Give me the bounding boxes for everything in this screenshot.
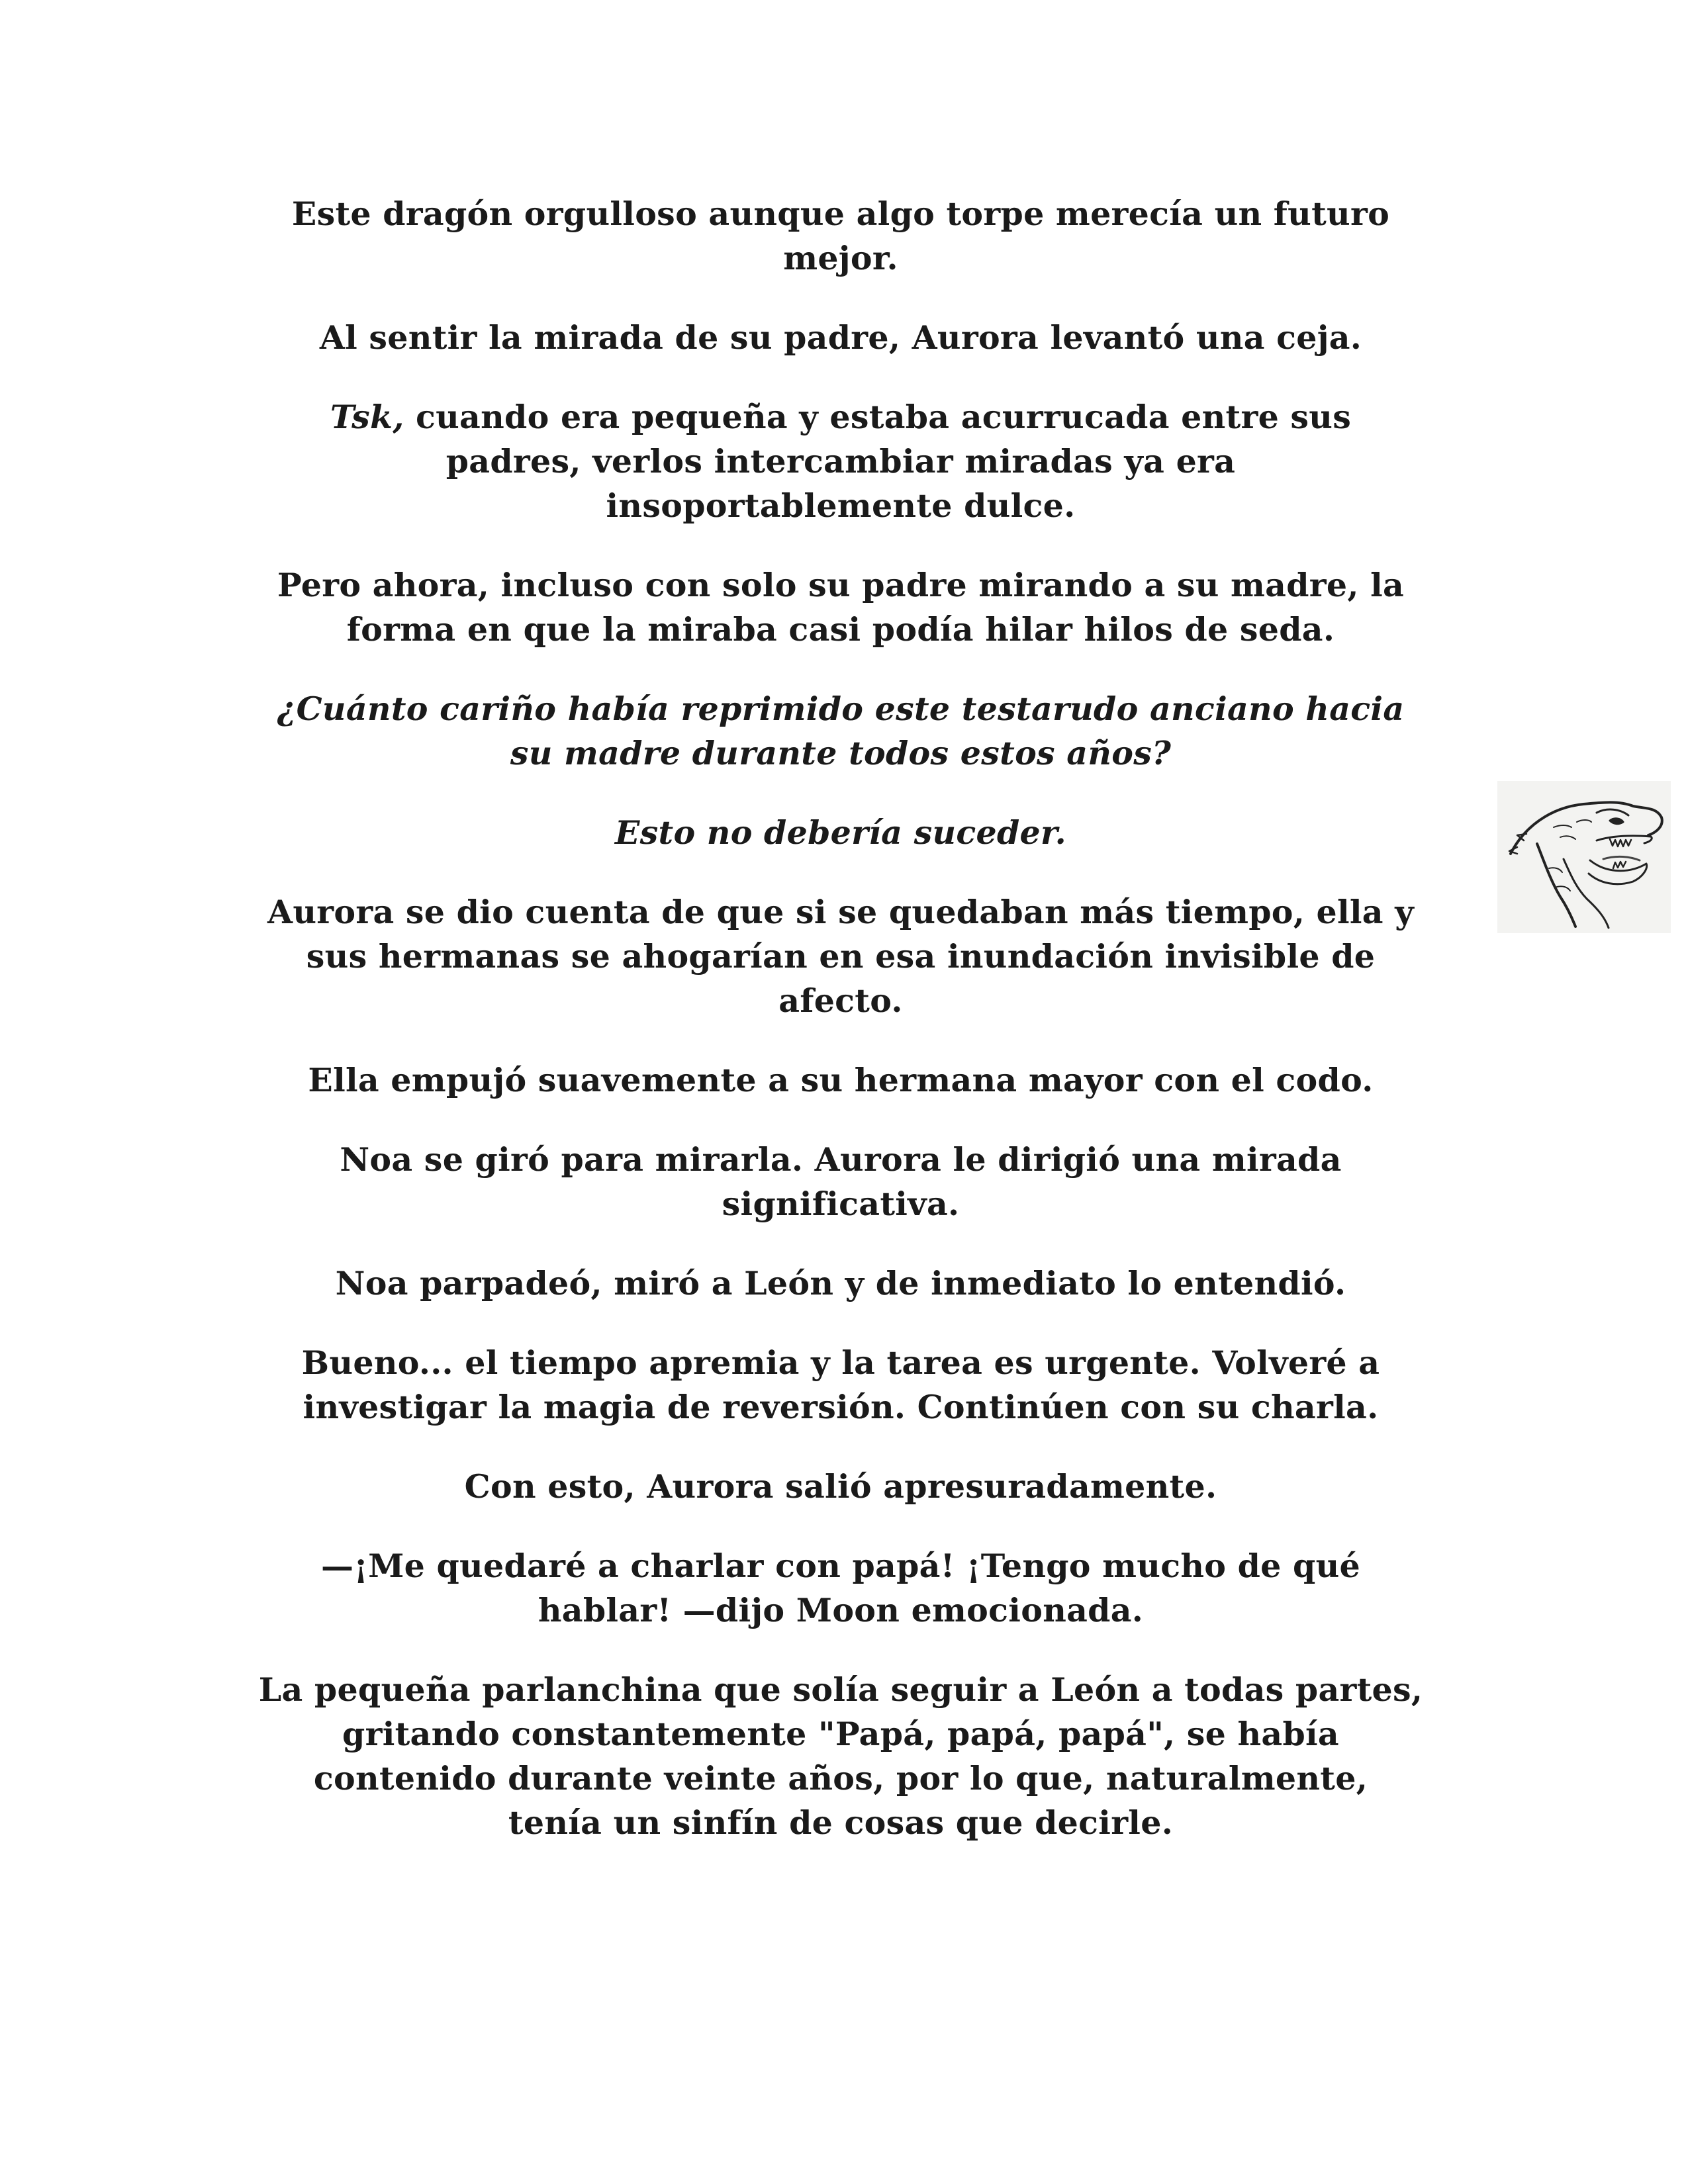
paragraph-7-line-3: afecto. xyxy=(778,981,903,1020)
paragraph-2 xyxy=(225,316,1456,360)
dinosaur-sketch-icon xyxy=(1497,781,1671,933)
paragraph-13-line-1: —¡Me quedaré a charlar con papá! ¡Tengo mucho de qué xyxy=(321,1547,1360,1585)
paragraph-11 xyxy=(225,1341,1456,1430)
paragraph-4-line-1: Pero ahora, incluso con solo su padre mirando a su madre, la xyxy=(277,566,1405,604)
paragraph-14-line-2: gritando constantemente "Papá, papá, papá", se había xyxy=(342,1715,1339,1753)
document-body xyxy=(225,192,1456,1880)
paragraph-14-line-1: La pequeña parlanchina que solía seguir a León a todas partes, xyxy=(258,1670,1423,1709)
paragraph-6-line-1: Esto no debería suceder. xyxy=(614,813,1067,852)
paragraph-7-line-2: sus hermanas se ahogarían en esa inundación invisible de xyxy=(306,937,1376,976)
paragraph-11-line-1: Bueno... el tiempo apremia y la tarea es urgente. Volveré a xyxy=(301,1343,1380,1382)
paragraph-12 xyxy=(225,1465,1456,1509)
paragraph-9 xyxy=(225,1138,1456,1226)
paragraph-11-line-2: investigar la magia de reversión. Continúen con su charla. xyxy=(303,1388,1379,1426)
paragraph-4 xyxy=(225,563,1456,652)
paragraph-5-line-1: ¿Cuánto cariño había reprimido este testarudo anciano hacia xyxy=(277,690,1405,728)
paragraph-1-line-2: mejor. xyxy=(783,239,898,277)
paragraph-13-line-2: hablar! —dijo Moon emocionada. xyxy=(538,1591,1144,1629)
paragraph-5-line-2: su madre durante todos estos años? xyxy=(510,734,1172,772)
paragraph-3-line-2: padres, verlos intercambiar miradas ya era xyxy=(445,442,1236,480)
paragraph-9-line-1: Noa se giró para mirarla. Aurora le dirigió una mirada xyxy=(340,1140,1342,1179)
paragraph-7-line-1: Aurora se dio cuenta de que si se quedaban más tiempo, ella y xyxy=(267,893,1414,931)
paragraph-14 xyxy=(225,1668,1456,1845)
paragraph-4-line-2: forma en que la miraba casi podía hilar hilos de seda. xyxy=(346,610,1335,649)
paragraph-8 xyxy=(225,1058,1456,1103)
paragraph-1 xyxy=(225,192,1456,281)
paragraph-7 xyxy=(225,890,1456,1023)
paragraph-12-line-1: Con esto, Aurora salió apresuradamente. xyxy=(464,1467,1217,1506)
paragraph-8-line-1: Ella empujó suavemente a su hermana mayor con el codo. xyxy=(308,1061,1374,1099)
paragraph-14-line-4: tenía un sinfín de cosas que decirle. xyxy=(508,1803,1174,1842)
paragraph-3-lead: Tsk, xyxy=(330,398,404,436)
paragraph-10-line-1: Noa parpadeó, miró a León y de inmediato lo entendió. xyxy=(335,1264,1346,1302)
paragraph-6 xyxy=(225,811,1456,855)
paragraph-3-line-1: cuando era pequeña y estaba acurrucada entre sus xyxy=(404,398,1352,436)
paragraph-3-line-3: insoportablemente dulce. xyxy=(606,486,1076,525)
paragraph-5 xyxy=(225,687,1456,776)
paragraph-1-line-1: Este dragón orgulloso aunque algo torpe merecía un futuro xyxy=(291,195,1390,233)
paragraph-9-line-2: significativa. xyxy=(722,1185,960,1223)
paragraph-10 xyxy=(225,1261,1456,1306)
paragraph-2-line-1: Al sentir la mirada de su padre, Aurora levantó una ceja. xyxy=(319,318,1362,357)
paragraph-3 xyxy=(225,395,1456,528)
paragraph-13 xyxy=(225,1544,1456,1633)
paragraph-14-line-3: contenido durante veinte años, por lo que, naturalmente, xyxy=(313,1759,1368,1797)
